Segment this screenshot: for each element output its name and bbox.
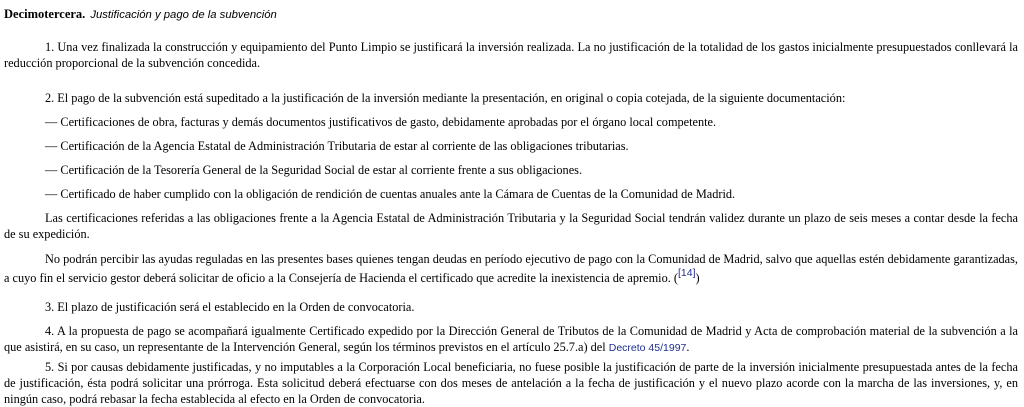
paragraph-certificaciones: Las certificaciones referidas a las obligaciones frente a la Agencia Estatal de Administración Tributaria y la Seguridad Social tendrán validez durante un plazo de seis meses a contar desde la fecha de su expedición. [4,211,1018,241]
paragraph-4 [4,323,1018,356]
paragraph-deudas-text: No podrán percibir las ayudas reguladas en las presentes bases quienes tengan deudas en período ejecutivo de pago con la Comunidad de Madrid, salvo que aquellas estén debidamente garantizadas, a cuyo fin el servicio gestor deberá solicitar de oficio a la Consejería de Hacienda el certificado que acredite la inexistencia de apremio. ( [4,252,1018,285]
paragraph-deudas-close: ) [695,271,700,285]
paragraph-deudas [4,250,1018,288]
paragraph-2: 2. El pago de la subvención está supeditado a la justificación de la inversión mediante la presentación, en original o copia cotejada, de la siguiente documentación: [45,91,846,105]
dash-item-3: — Certificación de la Tesorería General de la Seguridad Social de estar al corriente frente a sus obligaciones. [45,163,583,177]
section-title: Decimotercera. [4,7,86,21]
dash-item-4: — Certificado de haber cumplido con la obligación de rendición de cuentas anuales ante la Cámara de Cuentas de la Comunidad de Madrid. [45,187,736,201]
paragraph-3: 3. El plazo de justificación será el establecido en la Orden de convocatoria. [45,300,415,314]
footnote-ref-14[interactable]: [14] [677,267,696,279]
section-heading [4,6,277,23]
dash-item-1: — Certificaciones de obra, facturas y demás documentos justificativos de gasto, debidamente aprobadas por el órgano local competente. [45,115,717,129]
paragraph-4-text: 4. A la propuesta de pago se acompañará igualmente Certificado expedido por la Dirección General de Tributos de la Comunidad de Madrid y Acta de comprobación material de la subvención a la que asistirá, en su caso, un representante de la Intervención General, según los términos previstos en el artículo 25.7.a) del [4,324,1018,354]
dash-item-2: — Certificación de la Agencia Estatal de Administración Tributaria de estar al corriente de las obligaciones tributarias. [45,139,629,153]
section-subtitle: Justificación y pago de la subvención [90,9,277,21]
paragraph-1: 1. Una vez finalizada la construcción y equipamiento del Punto Limpio se justificará la inversión realizada. La no justificación de la totalidad de los gastos inicialmente presupuestados conllevará la reducción proporcional de la subvención concedida. [4,40,1018,70]
decreto-link[interactable]: Decreto 45/1997 [608,342,687,354]
paragraph-4-end: . [686,340,690,354]
paragraph-5: 5. Si por causas debidamente justificadas, y no imputables a la Corporación Local beneficiaria, no fuese posible la justificación de parte de la inversión inicialmente presupuestada antes de la fecha de justificación, ésta podrá solicitar una prórroga. Esta solicitud deberá efectuarse con dos meses de antelación a la fecha de justificación y el nuevo plazo acorde con la marcha de las inversiones, y, en ningún caso, podrá rebasar la fecha establecida al efecto en la Orden de convocatoria. [4,360,1018,406]
